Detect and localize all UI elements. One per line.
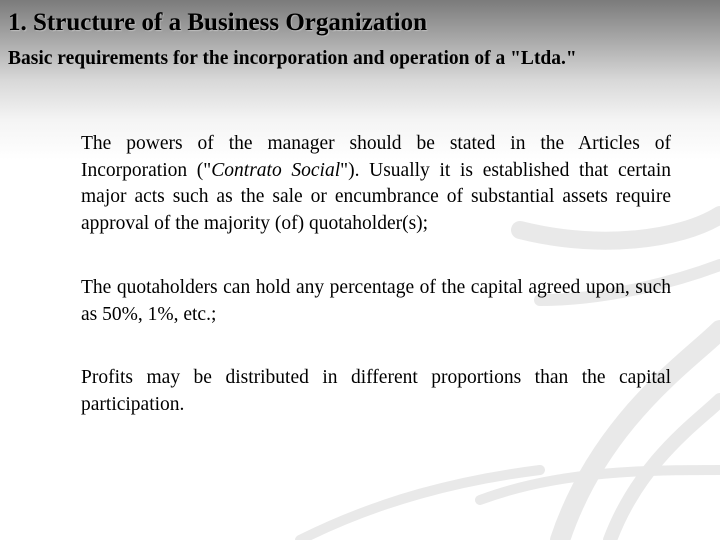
paragraph-manager-powers	[81, 131, 671, 237]
slide-title: 1. Structure of a Business Organization	[8, 9, 427, 36]
paragraph-profits: Profits may be distributed in different proportions than the capital participation.	[81, 367, 671, 415]
paragraph-text: The powers of the manager should be stated in the Articles of Incorporation ("	[81, 133, 671, 181]
paragraph-italic-term: Contrato Social	[211, 159, 341, 181]
slide-subtitle: Basic requirements for the incorporation and operation of a "Ltda."	[8, 48, 577, 69]
paragraph-quotaholders: The quotaholders can hold any percentage of the capital agreed upon, such as 50%, 1%, etc.;	[81, 277, 671, 325]
slide-body	[81, 131, 671, 418]
paragraph-text: "). Usually it is established that certain major acts such as the sale or encumbrance of substantial assets require approval of the majority (of) quotaholder(s);	[81, 159, 671, 234]
